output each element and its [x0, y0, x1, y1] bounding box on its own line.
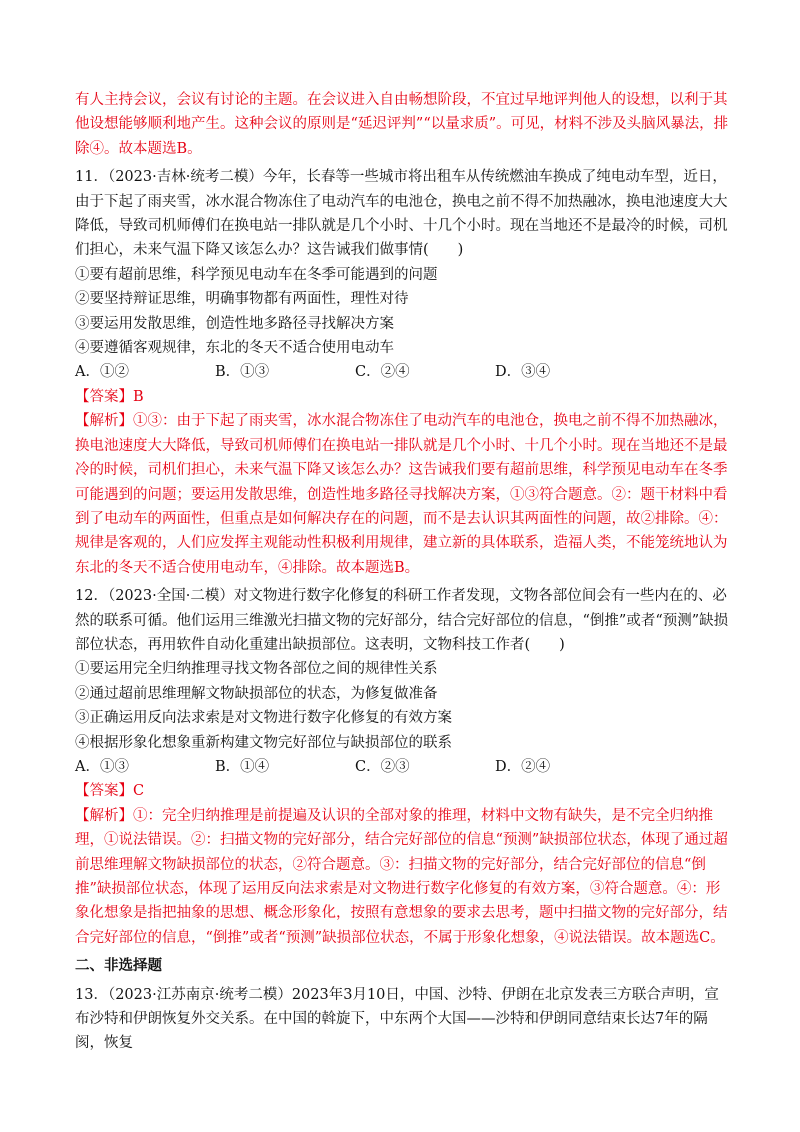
question-11-analysis: 【解析】①③：由于下起了雨夹雪，冰水混合物冻住了电动汽车的电池仓，换电之前不得不加热融冰，换电池速度大大降低，导致司机师傅们在换电站一排队就是几个小时、十几个小时。现在当地还不是最冷的时候，司机们担心，未来气温下降又该怎么办？这告诫我们要有超前思维，科学预见电动车在冬季可能遇到的问题；要运用发散思维，创造性地多路径寻找解决方案，①③符合题意。②：题干材料中看到了电动车的两面性，但重点是如何解决存在的问题，而不是去认识其两面性的问题，故②排除。④：规律是客观的，人们应发挥主观能动性积极利用规律，建立新的具体联系，造福人类，不能笼统地认为东北的冬天不适合使用电动车，④排除。故本题选B。 [75, 413, 728, 576]
section-title: 二、非选择题 [75, 958, 162, 975]
question-12-choice-c: C．②③ [355, 758, 410, 775]
question-12-choice-a: A．①③ [75, 758, 129, 775]
question-12-option-1: ①要运用完全归纳推理寻找文物各部位之间的规律性关系 [75, 661, 438, 678]
question-11-option-2: ②要坚持辩证思维，明确事物都有两面性，理性对待 [75, 291, 409, 308]
question-12-analysis: 【解析】①：完全归纳推理是前提遍及认识的全部对象的推理，材料中文物有缺失，是不完全归纳推理，①说法错误。②：扫描文物的完好部分，结合完好部位的信息“预测”缺损部位状态，体现了通过超前思维理解文物缺损部位的状态，②符合题意。③：扫描文物的完好部分，结合完好部位的信息“倒推”缺损部位状态，体现了运用反向法求索是对文物进行数字化修复的有效方案，③符合题意。④：形象化想象是指把抽象的思想、概念形象化，按照有意想象的要求去思考，题中扫描文物的完好部分，结合完好部位的信息，“倒推”或者“预测”缺损部位状态，不属于形象化想象，④说法错误。故本题选C。 [75, 807, 728, 946]
prev-explanation-continuation: 有人主持会议，会议有讨论的主题。在会议进入自由畅想阶段，不宜过早地评判他人的设想，以利于其他设想能够顺利地产生。这种会议的原则是“延迟评判”“以量求质”。可见，材料不涉及头脑风暴法，排除④。故本题选B。 [75, 92, 729, 157]
question-11-stem: 11．（2023·吉林·统考二模）今年，长春等一些城市将出租车从传统燃油车换成了纯电动车型，近日，由于下起了雨夹雪，冰水混合物冻住了电动汽车的电池仓，换电之前不得不加热融冰，换电池速度大大降低，导致司机师傅们在换电站一排队就是几个小时、十几个小时。现在当地还不是最冷的时候，司机们担心，未来气温下降又该怎么办？这告诫我们做事情( ) [75, 169, 728, 259]
question-12-choices [75, 755, 730, 779]
question-11-answer: 【答案】B [75, 388, 144, 405]
question-11-choice-c: C．②④ [355, 364, 410, 381]
question-11-choice-a: A．①② [75, 364, 129, 381]
question-11-choice-b: B．①③ [215, 364, 270, 381]
question-12-answer: 【答案】C [75, 783, 145, 800]
question-12-choice-d: D．②④ [495, 758, 551, 775]
question-12 [75, 584, 730, 950]
page-content [75, 88, 730, 1056]
question-12-option-2: ②通过超前思维理解文物缺损部位的状态，为修复做准备 [75, 685, 438, 702]
question-11-option-3: ③要运用发散思维，创造性地多路径寻找解决方案 [75, 315, 394, 332]
question-12-option-4: ④根据形象化想象重新构建文物完好部位与缺损部位的联系 [75, 734, 452, 751]
question-11-choices [75, 360, 730, 384]
question-12-choice-b: B．①④ [215, 758, 270, 775]
question-13-stem: 13．（2023·江苏南京·统考二模）2023年3月10日，中国、沙特、伊朗在北京发表三方联合声明，宣布沙特和伊朗恢复外交关系。在中国的斡旋下，中东两个大国——沙特和伊朗同意结束长达7年的隔阂，恢复 [75, 986, 719, 1052]
question-11-option-4: ④要遵循客观规律，东北的冬天不适合使用电动车 [75, 340, 394, 357]
question-13 [75, 983, 730, 1056]
question-12-option-3: ③正确运用反向法求索是对文物进行数字化修复的有效方案 [75, 710, 452, 727]
question-12-stem: 12．（2023·全国·二模）对文物进行数字化修复的科研工作者发现，文物各部位间会有一些内在的、必然的联系可循。他们运用三维激光扫描文物的完好部分，结合完好部位的信息，“倒推”或者“预测”缺损部位状态，再用软件自动化重建出缺损部位。这表明，文物科技工作者( ) [75, 588, 729, 653]
question-11-option-1: ①要有超前思维，科学预见电动车在冬季可能遇到的问题 [75, 266, 438, 283]
question-11-choice-d: D．③④ [495, 364, 551, 381]
question-11 [75, 165, 730, 580]
